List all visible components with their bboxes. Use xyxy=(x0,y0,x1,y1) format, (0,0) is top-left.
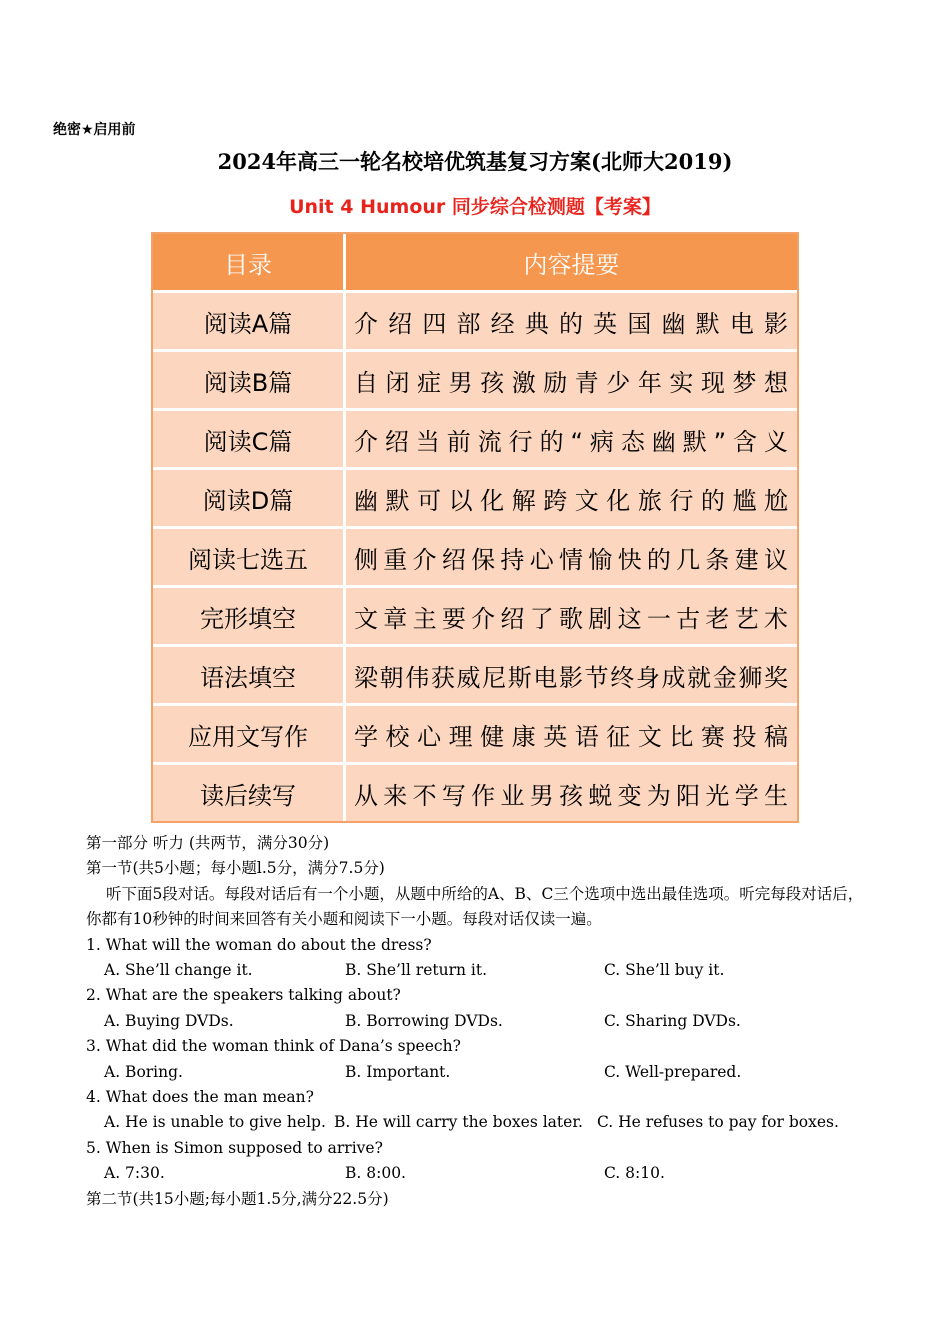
section-title: 第一节(共5小题；每小题l.5分，满分7.5分) xyxy=(86,859,385,878)
section-summary: 幽默可以化解跨文化旅行的尴尬 xyxy=(346,470,797,529)
section-summary: 自闭症男孩激励青少年实现梦想 xyxy=(346,352,797,411)
table-row xyxy=(153,588,797,647)
section-summary: 从来不写作业男孩蜕变为阳光学生 xyxy=(346,765,797,821)
question-stem: 4. What does the man mean? xyxy=(86,1087,314,1106)
option-b: B. She’ll return it. xyxy=(345,960,488,979)
table-row xyxy=(153,293,797,352)
listening-section xyxy=(86,831,876,1212)
section-name: 读后续写 xyxy=(153,765,346,821)
option-row xyxy=(86,1060,876,1085)
table-row xyxy=(153,529,797,588)
option-row xyxy=(86,1161,876,1186)
option-row xyxy=(86,1009,876,1034)
table-row xyxy=(153,411,797,470)
section-summary: 梁朝伟获威尼斯电影节终身成就金狮奖 xyxy=(346,647,797,706)
table-row xyxy=(153,706,797,765)
table-row xyxy=(153,352,797,411)
question-stem: 2. What are the speakers talking about? xyxy=(86,986,401,1005)
option-b: B. Borrowing DVDs. xyxy=(345,1011,503,1030)
section-name: 语法填空 xyxy=(153,647,346,706)
option-row xyxy=(86,958,876,983)
option-c: C. Well-prepared. xyxy=(604,1062,742,1081)
option-c: C. 8:10. xyxy=(604,1164,665,1183)
section-summary: 学校心理健康英语征文比赛投稿 xyxy=(346,706,797,765)
column-header-summary: 内容提要 xyxy=(346,234,797,293)
section-name: 阅读C篇 xyxy=(153,411,346,470)
option-b: B. Important. xyxy=(345,1062,451,1081)
instructions: 听下面5段对话。每段对话后有一个小题，从题中所给的A、B、C三个选项中选出最佳选项。听完每段对话后，你都有10秒钟的时间来回答有关小题和阅读下一小题。每段对话仅读一遍。 xyxy=(86,884,864,929)
table-header-row xyxy=(153,234,797,293)
option-b: B. 8:00. xyxy=(345,1164,406,1183)
section-name: 阅读七选五 xyxy=(153,529,346,588)
contents-table xyxy=(151,232,799,823)
section-name: 阅读D篇 xyxy=(153,470,346,529)
question-stem: 1. What will the woman do about the dress? xyxy=(86,935,432,954)
section-title: 第二节(共15小题;每小题1.5分,满分22.5分) xyxy=(86,1189,389,1208)
section-name: 阅读B篇 xyxy=(153,352,346,411)
document-subtitle: Unit 4 Humour 同步综合检测题【考案】 xyxy=(289,196,661,218)
part-title: 第一部分 听力 (共两节，满分30分) xyxy=(86,834,330,852)
section-name: 完形填空 xyxy=(153,588,346,647)
question-stem: 3. What did the woman think of Dana’s speech? xyxy=(86,1037,461,1056)
question-stem: 5. When is Simon supposed to arrive? xyxy=(86,1138,383,1157)
option-c: C. Sharing DVDs. xyxy=(604,1011,741,1030)
option-a: A. She’ll change it. xyxy=(104,960,253,979)
option-a: A. 7:30. xyxy=(104,1164,165,1183)
option-c: C. He refuses to pay for boxes. xyxy=(597,1113,839,1132)
section-name: 阅读A篇 xyxy=(153,293,346,352)
document-title: 2024年高三一轮名校培优筑基复习方案(北师大2019) xyxy=(217,149,733,174)
section-summary: 介绍当前流行的“病态幽默”含义 xyxy=(346,411,797,470)
option-c: C. She’ll buy it. xyxy=(604,960,725,979)
table-row xyxy=(153,470,797,529)
section-summary: 文章主要介绍了歌剧这一古老艺术 xyxy=(346,588,797,647)
table-row xyxy=(153,765,797,821)
option-a: A. Buying DVDs. xyxy=(104,1011,234,1030)
table-row xyxy=(153,647,797,706)
option-a: A. He is unable to give help. xyxy=(104,1113,326,1132)
option-a: A. Boring. xyxy=(104,1062,183,1081)
confidential-label: 绝密★启用前 xyxy=(53,122,136,138)
section-summary: 介绍四部经典的英国幽默电影 xyxy=(346,293,797,352)
section-summary: 侧重介绍保持心情愉快的几条建议 xyxy=(346,529,797,588)
option-b: B. He will carry the boxes later. xyxy=(334,1113,583,1132)
column-header-catalog: 目录 xyxy=(153,234,346,293)
option-row xyxy=(86,1110,876,1135)
section-name: 应用文写作 xyxy=(153,706,346,765)
